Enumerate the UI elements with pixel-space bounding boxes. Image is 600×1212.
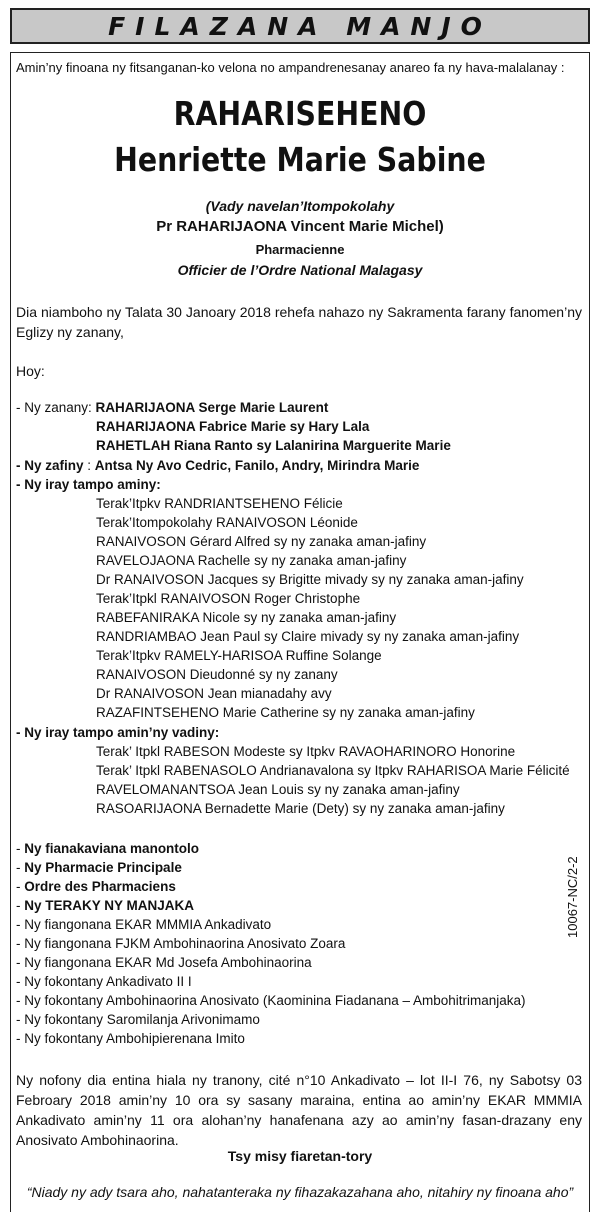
organization-item [16, 1030, 245, 1048]
organization-item [16, 935, 345, 953]
header-title: FILAZANA MANJO [108, 11, 492, 41]
children-row [16, 399, 328, 417]
list-dash: - [16, 879, 25, 894]
death-notice: Dia niamboho ny Talata 30 Janoary 2018 rehefa nahazo ny Sakramenta farany fanomen’ny Eglizy ny zanany, [16, 304, 582, 340]
hoy-label: Hoy: [16, 363, 45, 379]
deceased-surname: RAHARISEHENO [173, 94, 427, 133]
grandchildren-separator: : [83, 458, 95, 473]
spouse-line-2: Pr RAHARIJAONA Vincent Marie Michel) [156, 218, 444, 235]
organization-name: Ny fokontany Ankadivato II I [24, 974, 192, 989]
list-dash: - [16, 974, 25, 989]
organization-name: Ny fiangonana EKAR Md Josefa Ambohinaorina [24, 955, 312, 970]
organization-item [16, 878, 176, 896]
spouse-siblings-label: - Ny iray tampo amin’ny vadiny: [16, 725, 220, 740]
sibling-name: RAVELOJAONA Rachelle sy ny zanaka aman-jafiny [96, 553, 407, 568]
list-dash: - [16, 936, 25, 951]
organization-item [16, 916, 271, 934]
organization-name: Ny fokontany Saromilanja Arivonimamo [24, 1012, 260, 1027]
grandchildren-label: - Ny zafiny [16, 458, 84, 473]
spouse-sibling-name: Terak’ Itpkl RABESON Modeste sy Itpkv RAVAOHARINORO Honorine [96, 744, 516, 759]
closing-quote: “Niady ny ady tsara aho, nahatanteraka ny fihazakazahana aho, nitahiry ny finoana aho” [26, 1184, 574, 1200]
child-name: RAHETLAH Riana Ranto sy Lalanirina Marguerite Marie [96, 438, 451, 453]
funeral-info: Ny nofony dia entina hiala ny tranony, cité n°10 Ankadivato – lot II-I 76, ny Sabotsy 03 Febroary 2018 amin’ny 10 ora sy sasany maraina, entina ao amin’ny EKAR MMMIA Ankadivato amin’ny 11 ora alohan’ny hanafenana azy ao amin’ny fasan-drazany eny Anosivato Ambohinaorina. [16, 1072, 582, 1148]
child-name: RAHARIJAONA Serge Marie Laurent [95, 400, 329, 415]
organization-item [16, 954, 312, 972]
sibling-name: Dr RANAIVOSON Jacques sy Brigitte mivady sy ny zanaka aman-jafiny [96, 572, 524, 587]
sibling-name: RANAIVOSON Dieudonné sy ny zanany [96, 667, 338, 682]
organization-name: Ny fiangonana EKAR MMMIA Ankadivato [24, 917, 272, 932]
organization-name: Ny fiangonana FJKM Ambohinaorina Anosivato Zoara [24, 936, 346, 951]
organization-item [16, 973, 192, 991]
sibling-name: RABEFANIRAKA Nicole sy ny zanaka aman-jafiny [96, 610, 397, 625]
organization-item [16, 992, 526, 1010]
sibling-name: Terak’Itpkv RANDRIANTSEHENO Félicie [96, 496, 343, 511]
organization-item [16, 859, 182, 877]
list-dash: - [16, 860, 25, 875]
organization-name: Ny TERAKY NY MANJAKA [24, 898, 195, 913]
grandchildren-names: Antsa Ny Avo Cedric, Fanilo, Andry, Mirindra Marie [94, 458, 420, 473]
header-banner [10, 8, 590, 44]
list-dash: - [16, 955, 25, 970]
sibling-name: Terak’Itompokolahy RANAIVOSON Léonide [96, 515, 358, 530]
spouse-sibling-name: RASOARIJAONA Bernadette Marie (Dety) sy ny zanaka aman-jafiny [96, 801, 505, 816]
deceased-title-1: Pharmacienne [255, 242, 345, 257]
children-label: - Ny zanany [16, 400, 89, 415]
sibling-name: Dr RANAIVOSON Jean mianadahy avy [96, 686, 332, 701]
organization-item [16, 1011, 260, 1029]
spouse-line-1: (Vady navelan’Itompokolahy [205, 198, 395, 214]
spouse-sibling-name: Terak’ Itpkl RABENASOLO Andrianavalona sy Itpkv RAHARISOA Marie Félicité [96, 763, 570, 778]
organization-name: Ny fianakaviana manontolo [24, 841, 200, 856]
list-dash: - [16, 841, 25, 856]
intro-text: Amin’ny finoana ny fitsanganan-ko velona no ampandrenesanay anareo fa ny hava-malalanay : [16, 60, 565, 75]
organization-item [16, 897, 194, 915]
spouse-sibling-name: RAVELOMANANTSOA Jean Louis sy ny zanaka aman-jafiny [96, 782, 460, 797]
reference-code: 10067-NC/2-2 [565, 856, 580, 938]
sibling-name: Terak’Itpkv RAMELY-HARISOA Ruffine Solange [96, 648, 382, 663]
list-dash: - [16, 993, 25, 1008]
organization-name: Ordre des Pharmaciens [24, 879, 176, 894]
organization-name: Ny Pharmacie Principale [24, 860, 182, 875]
list-dash: - [16, 1012, 25, 1027]
deceased-given-names: Henriette Marie Sabine [114, 140, 486, 179]
organization-name: Ny fokontany Ambohipierenana Imito [24, 1031, 245, 1046]
siblings-label: - Ny iray tampo aminy: [16, 477, 161, 492]
list-dash: - [16, 917, 25, 932]
list-dash: - [16, 1031, 25, 1046]
grandchildren-row [16, 457, 419, 475]
deceased-title-2: Officier de l’Ordre National Malagasy [177, 262, 423, 278]
children-separator: : [88, 400, 96, 415]
sibling-name: Terak’Itpkl RANAIVOSON Roger Christophe [96, 591, 361, 606]
list-dash: - [16, 898, 25, 913]
sibling-name: RANAIVOSON Gérard Alfred sy ny zanaka aman-jafiny [96, 534, 427, 549]
organization-item [16, 840, 199, 858]
sibling-name: RAZAFINTSEHENO Marie Catherine sy ny zanaka aman-jafiny [96, 705, 475, 720]
organization-name: Ny fokontany Ambohinaorina Anosivato (Kaominina Fiadanana – Ambohitrimanjaka) [24, 993, 526, 1008]
no-condolences-notice: Tsy misy fiaretan-tory [227, 1148, 373, 1164]
child-name: RAHARIJAONA Fabrice Marie sy Hary Lala [96, 419, 370, 434]
sibling-name: RANDRIAMBAO Jean Paul sy Claire mivady sy ny zanaka aman-jafiny [96, 629, 520, 644]
